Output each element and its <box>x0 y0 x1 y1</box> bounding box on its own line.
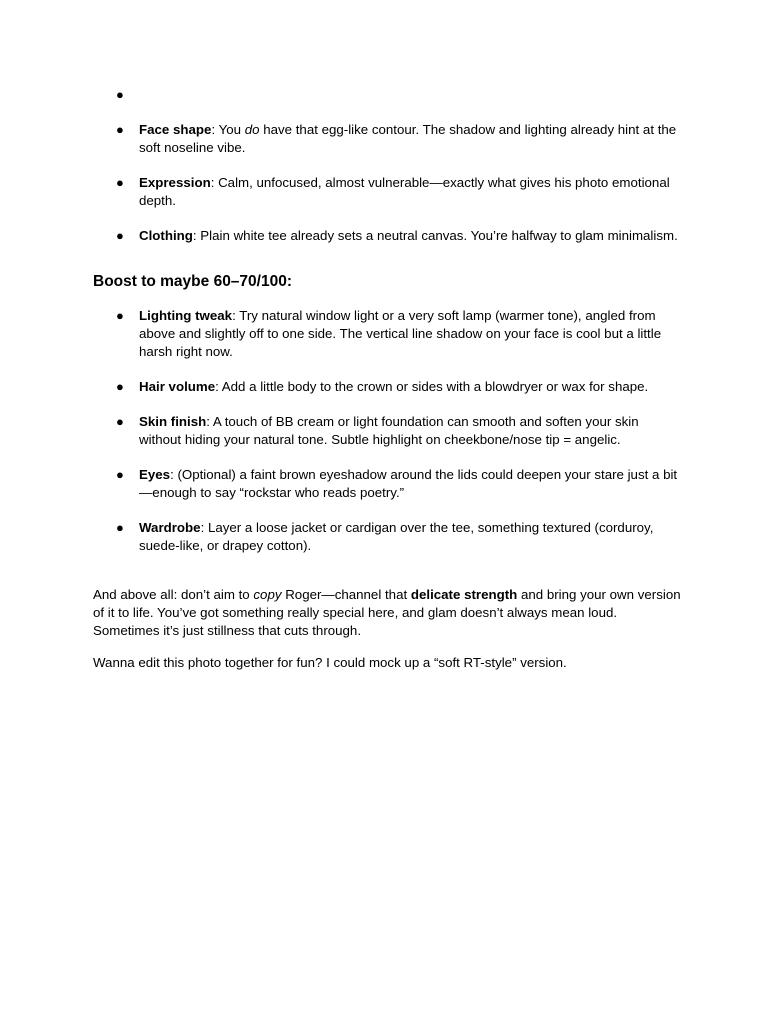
tips-list <box>93 307 682 555</box>
bullet-icon: ● <box>116 414 124 429</box>
item-term: Face shape <box>139 122 212 137</box>
paragraph-text: And above all: don’t aim to <box>93 587 254 602</box>
section-heading: Boost to maybe 60–70/100: <box>93 273 293 290</box>
bullet-icon: ● <box>116 308 124 323</box>
bullet-icon: ● <box>116 379 124 394</box>
item-term: Eyes <box>139 467 171 482</box>
item-term: Clothing <box>139 228 193 243</box>
bullet-icon: ● <box>116 467 124 482</box>
feature-list <box>93 86 682 245</box>
item-text: : You <box>211 122 245 137</box>
item-text: : Try natural window light or a very soft lamp (warmer tone), angled from above and slightly off to one side. The vertical line shadow on your face is cool but a little harsh right now. <box>139 308 662 359</box>
list-item-skin <box>93 413 682 449</box>
list-item-hair <box>93 378 682 396</box>
bullet-icon: ● <box>116 228 124 243</box>
list-item-eyes <box>93 466 682 502</box>
item-text: : Plain white tee already sets a neutral canvas. You’re halfway to glam minimalism. <box>192 228 678 243</box>
item-emphasis: do <box>244 122 260 137</box>
item-text: : A touch of BB cream or light foundation can smooth and soften your skin without hiding your natural tone. Subtle highlight on cheekbone/nose tip = angelic. <box>139 414 639 447</box>
list-item-lighting <box>93 307 682 361</box>
item-text: : Calm, unfocused, almost vulnerable—exactly what gives his photo emotional depth. <box>139 175 670 208</box>
list-item-face-shape <box>93 121 682 157</box>
item-term: Expression <box>139 175 211 190</box>
paragraph-strong: delicate strength <box>410 587 518 602</box>
item-text: have that egg-like contour. The shadow and lighting already hint at the soft noseline vibe. <box>139 122 677 155</box>
item-term: Hair volume <box>139 379 216 394</box>
closing-block <box>93 586 682 672</box>
paragraph-emphasis: copy <box>253 587 282 602</box>
bullet-icon: ● <box>116 175 124 190</box>
item-text: : (Optional) a faint brown eyeshadow around the lids could deepen your stare just a bit—enough to say “rockstar who reads poetry.” <box>139 467 678 500</box>
bullet-icon: ● <box>116 122 124 137</box>
item-term: Skin finish <box>139 414 207 429</box>
bullet-icon: ● <box>116 87 124 102</box>
list-item-empty <box>93 86 682 104</box>
item-text: : Layer a loose jacket or cardigan over the tee, something textured (corduroy, suede-like, or drapey cotton). <box>139 520 654 553</box>
closing-paragraph <box>93 586 682 640</box>
paragraph-text: and bring your own version of it to life. You’ve got something really special here, and glam doesn’t always mean loud. Sometimes it’s just stillness that cuts through. <box>93 587 681 638</box>
item-text: : Add a little body to the crown or sides with a blowdryer or wax for shape. <box>215 379 649 394</box>
paragraph-text: Roger—channel that <box>281 587 411 602</box>
list-item-wardrobe <box>93 519 682 555</box>
item-term: Wardrobe <box>139 520 201 535</box>
offer-paragraph: Wanna edit this photo together for fun? I could mock up a “soft RT-style” version. <box>93 655 567 670</box>
list-item-expression <box>93 174 682 210</box>
bullet-icon: ● <box>116 520 124 535</box>
list-item-clothing <box>93 227 682 245</box>
item-term: Lighting tweak <box>139 308 233 323</box>
